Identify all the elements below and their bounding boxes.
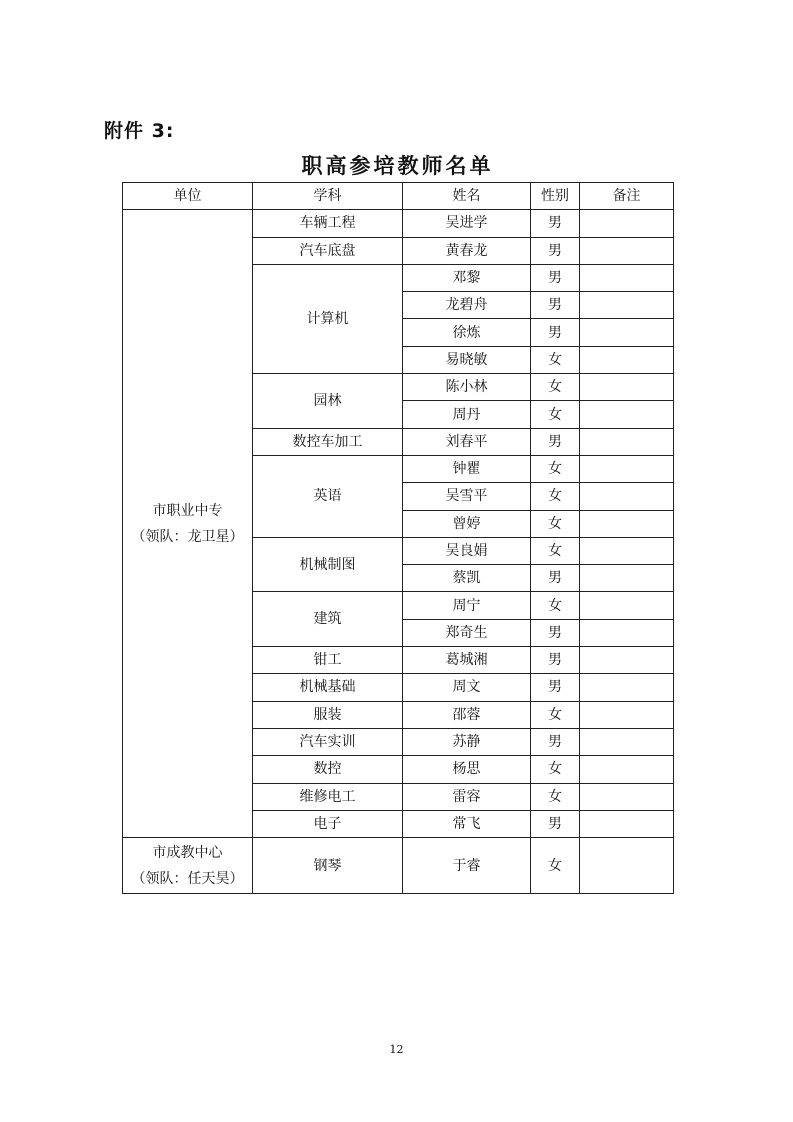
- remarks-cell: [580, 264, 674, 291]
- gender-cell: 男: [531, 728, 580, 755]
- remarks-cell: [580, 237, 674, 264]
- teacher-name-cell: 钟瞿: [403, 455, 531, 482]
- teacher-name-cell: 周丹: [403, 401, 531, 428]
- teacher-name-cell: 黄春龙: [403, 237, 531, 264]
- gender-cell: 女: [531, 510, 580, 537]
- table-header-row: [123, 183, 674, 210]
- teacher-roster-table: [122, 182, 674, 894]
- header-name: 姓名: [403, 183, 531, 210]
- gender-cell: 女: [531, 483, 580, 510]
- teacher-name-cell: 雷容: [403, 783, 531, 810]
- subject-cell: 钢琴: [253, 838, 403, 894]
- gender-cell: 男: [531, 619, 580, 646]
- remarks-cell: [580, 346, 674, 373]
- remarks-cell: [580, 783, 674, 810]
- remarks-cell: [580, 455, 674, 482]
- gender-cell: 女: [531, 374, 580, 401]
- remarks-cell: [580, 537, 674, 564]
- annex-label: 附件 3:: [104, 120, 175, 142]
- header-gender: 性别: [531, 183, 580, 210]
- remarks-cell: [580, 210, 674, 237]
- teacher-name-cell: 蔡凯: [403, 565, 531, 592]
- remarks-cell: [580, 401, 674, 428]
- subject-cell: 机械制图: [253, 537, 403, 592]
- unit-leader: （领队：龙卫星）: [131, 528, 244, 545]
- gender-cell: 女: [531, 701, 580, 728]
- remarks-cell: [580, 292, 674, 319]
- unit-name: 市成教中心: [152, 844, 223, 861]
- gender-cell: 男: [531, 647, 580, 674]
- teacher-name-cell: 邵蓉: [403, 701, 531, 728]
- remarks-cell: [580, 374, 674, 401]
- header-remarks: 备注: [580, 183, 674, 210]
- header-subject: 学科: [253, 183, 403, 210]
- remarks-cell: [580, 565, 674, 592]
- remarks-cell: [580, 728, 674, 755]
- teacher-name-cell: 常飞: [403, 810, 531, 837]
- page-number: 12: [389, 1043, 404, 1056]
- table-row: [123, 210, 674, 237]
- remarks-cell: [580, 810, 674, 837]
- subject-cell: 计算机: [253, 264, 403, 373]
- subject-cell: 钳工: [253, 647, 403, 674]
- remarks-cell: [580, 592, 674, 619]
- unit-name: 市职业中专: [152, 502, 223, 519]
- subject-cell: 汽车实训: [253, 728, 403, 755]
- gender-cell: 女: [531, 783, 580, 810]
- subject-cell: 机械基础: [253, 674, 403, 701]
- subject-cell: 汽车底盘: [253, 237, 403, 264]
- subject-cell: 园林: [253, 374, 403, 429]
- subject-cell: 英语: [253, 455, 403, 537]
- teacher-name-cell: 于睿: [403, 838, 531, 894]
- unit-cell: [123, 210, 253, 838]
- teacher-name-cell: 吴进学: [403, 210, 531, 237]
- gender-cell: 男: [531, 264, 580, 291]
- document-title: 职高参培教师名单: [301, 153, 494, 178]
- gender-cell: 女: [531, 346, 580, 373]
- remarks-cell: [580, 619, 674, 646]
- remarks-cell: [580, 674, 674, 701]
- remarks-cell: [580, 510, 674, 537]
- subject-cell: 服装: [253, 701, 403, 728]
- gender-cell: 女: [531, 592, 580, 619]
- teacher-name-cell: 徐炼: [403, 319, 531, 346]
- teacher-name-cell: 邓黎: [403, 264, 531, 291]
- remarks-cell: [580, 756, 674, 783]
- subject-cell: 数控: [253, 756, 403, 783]
- remarks-cell: [580, 319, 674, 346]
- subject-cell: 维修电工: [253, 783, 403, 810]
- gender-cell: 男: [531, 810, 580, 837]
- teacher-name-cell: 郑奇生: [403, 619, 531, 646]
- teacher-name-cell: 周宁: [403, 592, 531, 619]
- gender-cell: 男: [531, 674, 580, 701]
- gender-cell: 女: [531, 537, 580, 564]
- teacher-name-cell: 苏静: [403, 728, 531, 755]
- teacher-name-cell: 葛城湘: [403, 647, 531, 674]
- teacher-name-cell: 龙碧舟: [403, 292, 531, 319]
- header-unit: 单位: [123, 183, 253, 210]
- teacher-name-cell: 吴良娟: [403, 537, 531, 564]
- teacher-name-cell: 周文: [403, 674, 531, 701]
- remarks-cell: [580, 483, 674, 510]
- gender-cell: 男: [531, 237, 580, 264]
- remarks-cell: [580, 838, 674, 894]
- teacher-name-cell: 陈小林: [403, 374, 531, 401]
- gender-cell: 男: [531, 210, 580, 237]
- teacher-name-cell: 曾婷: [403, 510, 531, 537]
- gender-cell: 男: [531, 428, 580, 455]
- gender-cell: 女: [531, 455, 580, 482]
- teacher-name-cell: 吴雪平: [403, 483, 531, 510]
- teacher-name-cell: 易晓敏: [403, 346, 531, 373]
- remarks-cell: [580, 428, 674, 455]
- gender-cell: 男: [531, 292, 580, 319]
- remarks-cell: [580, 701, 674, 728]
- subject-cell: 建筑: [253, 592, 403, 647]
- gender-cell: 女: [531, 838, 580, 894]
- table-row: [123, 838, 674, 894]
- subject-cell: 数控车加工: [253, 428, 403, 455]
- gender-cell: 女: [531, 401, 580, 428]
- subject-cell: 电子: [253, 810, 403, 837]
- teacher-name-cell: 杨思: [403, 756, 531, 783]
- gender-cell: 男: [531, 319, 580, 346]
- unit-cell: [123, 838, 253, 894]
- teacher-name-cell: 刘春平: [403, 428, 531, 455]
- remarks-cell: [580, 647, 674, 674]
- unit-leader: （领队：任天昊）: [131, 870, 244, 887]
- gender-cell: 女: [531, 756, 580, 783]
- subject-cell: 车辆工程: [253, 210, 403, 237]
- gender-cell: 男: [531, 565, 580, 592]
